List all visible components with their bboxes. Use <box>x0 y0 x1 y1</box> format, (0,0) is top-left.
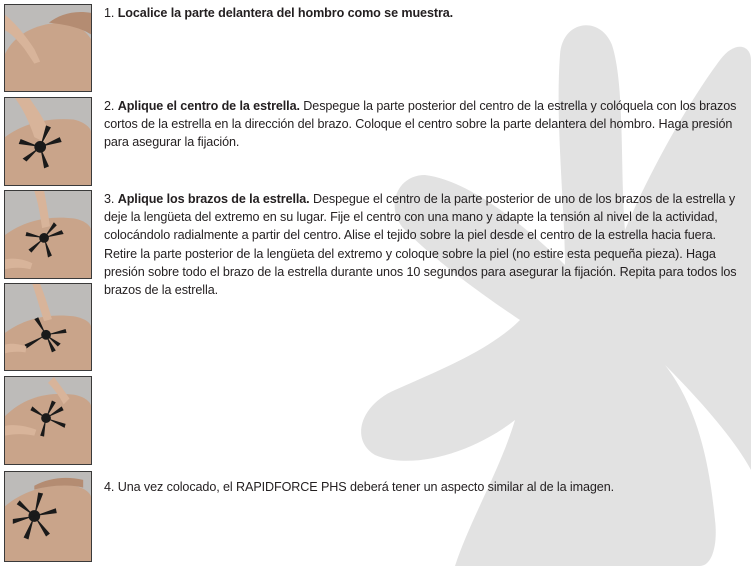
photo-step3c <box>4 376 92 465</box>
photo-step3b <box>4 283 92 371</box>
step-3 <box>104 190 744 299</box>
photo-step3a <box>4 190 92 279</box>
step-3-body: Despegue el centro de la parte posterior de uno de los brazos de la estrella y deje la lengüeta del extremo en su lugar. Fije el centro con una mano y adapte la tensión al nivel de la actividad, colocándolo radialmente a partir del centro. Alise el tejido sobre la piel desde el centro de la estrella hacia fuera. Retire la parte posterior de la lengüeta del extremo y coloque sobre la piel (no estire esta pequeña pieza). Haga presión sobre todo el brazo de la estrella durante unos 10 segundos para asegurar la fijación. Repita para todos los brazos de la estrella. <box>104 192 737 298</box>
step-1-number: 1. <box>104 6 115 20</box>
step-3-number: 3. <box>104 192 115 206</box>
photo-step1 <box>4 4 92 92</box>
step-1 <box>104 4 744 22</box>
step-4-number: 4. <box>104 480 115 494</box>
step-2 <box>104 97 744 152</box>
step-2-title: Aplique el centro de la estrella. <box>117 99 300 113</box>
photo-step4 <box>4 471 92 562</box>
step-2-body: Despegue la parte posterior del centro de la estrella y colóquela con los brazos cortos de la estrella en la dirección del brazo. Coloque el centro sobre la parte delantera del hombro. Haga presión para asegurar la fijación. <box>104 99 737 150</box>
step-4 <box>104 478 744 496</box>
photo-step2 <box>4 97 92 186</box>
step-2-number: 2. <box>104 99 115 113</box>
step-4-body: Una vez colocado, el RAPIDFORCE PHS deberá tener un aspecto similar al de la imagen. <box>117 480 615 494</box>
step-1-title: Localice la parte delantera del hombro como se muestra. <box>117 6 454 20</box>
step-3-title: Aplique los brazos de la estrella. <box>117 192 310 206</box>
